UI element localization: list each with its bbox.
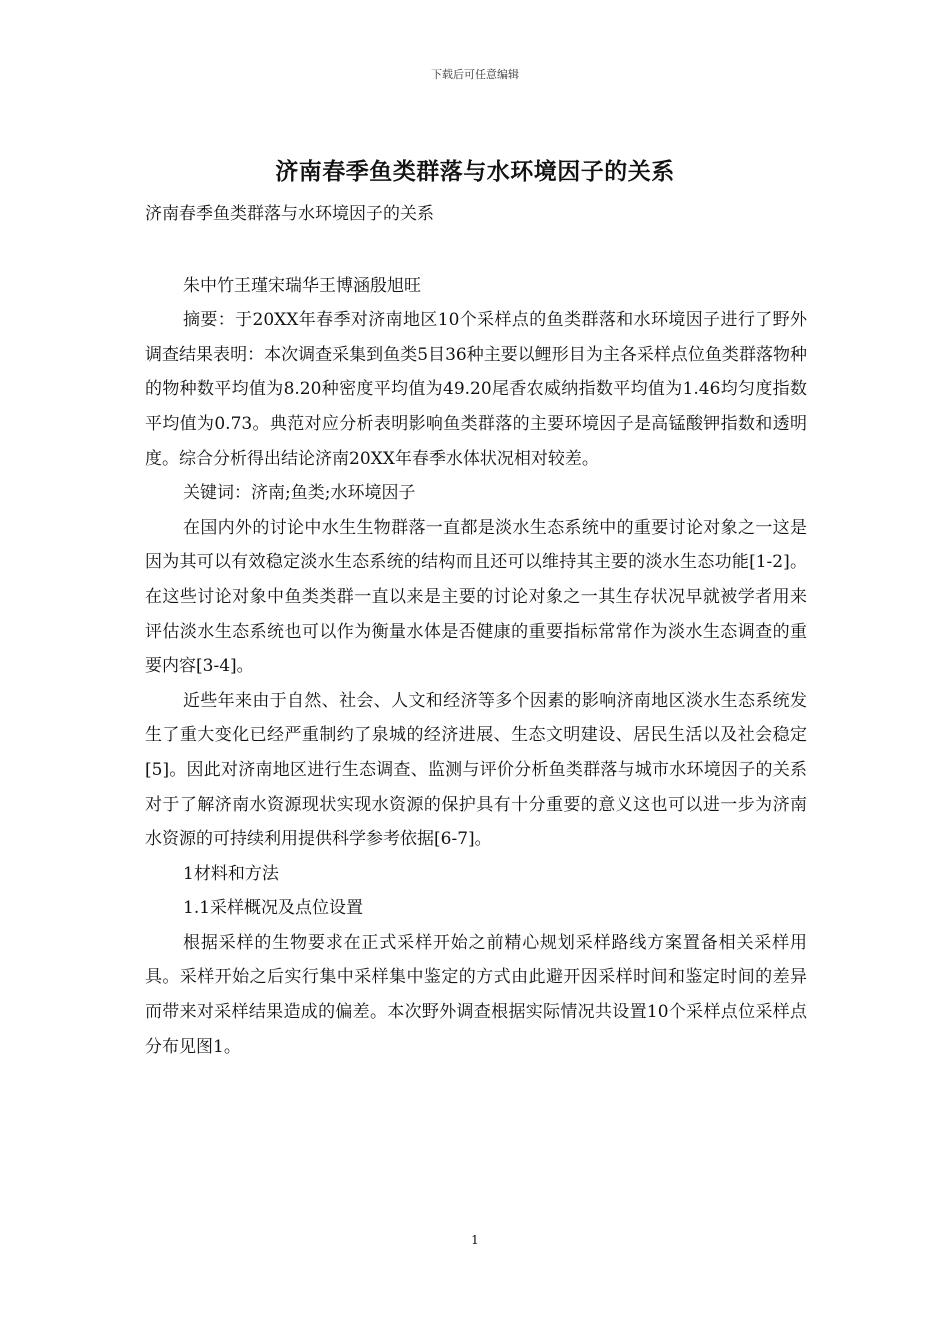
body-paragraph-2: 近些年来由于自然、社会、人文和经济等多个因素的影响济南地区淡水生态系统发生了重大变化已经严重制约了泉城的经济进展、生态文明建设、居民生活以及社会稳定[5]。因此对济南地区进行生态调查、监测与评价分析鱼类群落与城市水环境因子的关系对于了解济南水资源现状实现水资源的保护具有十分重要的意义这也可以进一步为济南水资源的可持续利用提供科学参考依据[6-7]。 xyxy=(145,690,807,850)
document-title: 济南春季鱼类群落与水环境因子的关系 xyxy=(275,158,675,185)
section-heading-1: 1材料和方法 xyxy=(183,863,279,884)
abstract-paragraph: 摘要：于20XX年春季对济南地区10个采样点的鱼类群落和水环境因子进行了野外调查结果表明：本次调查采集到鱼类5目36种主要以鲤形目为主各采样点位鱼类群落物种的物种数平均值为8.20种密度平均值为49.20尾香农威纳指数平均值为1.46均匀度指数平均值为0.73。典范对应分析表明影响鱼类群落的主要环境因子是高锰酸钾指数和透明度。综合分析得出结论济南20XX年春季水体状况相对较差。 xyxy=(145,310,807,469)
body-paragraph-1: 在国内外的讨论中水生生物群落一直都是淡水生态系统中的重要讨论对象之一这是因为其可以有效稳定淡水生态系统的结构而且还可以维持其主要的淡水生态功能[1-2]。在这些讨论对象中鱼类类群一直以来是主要的讨论对象之一其生存状况早就被学者用来评估淡水生态系统也可以作为衡量水体是否健康的重要指标常常作为淡水生态调查的重要内容[3-4]。 xyxy=(145,517,807,677)
authors-line: 朱中竹王瑾宋瑞华王博涵殷旭旺 xyxy=(183,275,421,296)
keywords-line: 关键词：济南;鱼类;水环境因子 xyxy=(183,483,416,504)
section-heading-1-1: 1.1采样概况及点位设置 xyxy=(183,898,364,919)
header-note: 下载后可任意编辑 xyxy=(431,68,519,81)
body-paragraph-3: 根据采样的生物要求在正式采样开始之前精心规划采样路线方案置备相关采样用具。采样开始之后实行集中采样集中鉴定的方式由此避开因采样时间和鉴定时间的差异而带来对采样结果造成的偏差。本次野外调查根据实际情况共设置10个采样点位采样点分布见图1。 xyxy=(145,932,807,1057)
document-body xyxy=(145,197,807,1064)
document-subtitle: 济南春季鱼类群落与水环境因子的关系 xyxy=(145,204,434,224)
page-number: 1 xyxy=(471,1233,479,1247)
